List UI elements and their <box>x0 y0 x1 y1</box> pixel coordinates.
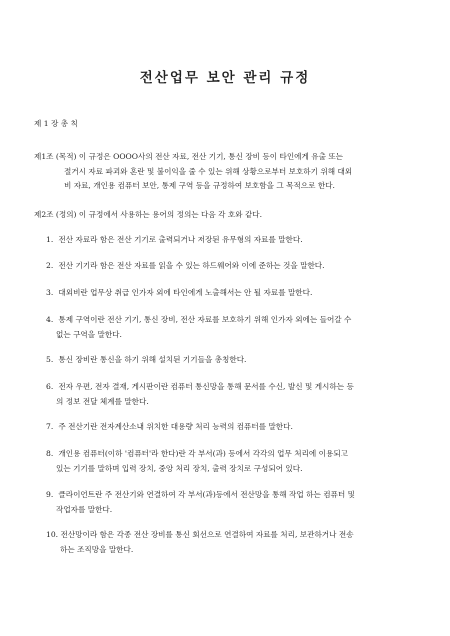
item-text: 개인용 컴퓨터(이하 '컴퓨터'라 한다)란 각 부서(과) 등에서 각각의 업무 처리에 이용되고 <box>58 449 348 458</box>
item-text: 전산 자료라 함은 전산 기기로 출력되거나 저장된 유무형의 자료를 말한다. <box>58 235 303 244</box>
article-2-line-1: 제2조 (정의) 이 규정에서 사용하는 용어의 정의는 다음 각 호와 같다. <box>34 210 263 219</box>
item-number: 3. <box>46 288 54 297</box>
article-1-line-2: 절거시 자료 파괴와 혼란 및 불이익을 줄 수 있는 위해 상황으로부터 보호하기 위해 대외 <box>64 166 353 176</box>
list-item <box>46 286 420 301</box>
list-item <box>46 233 420 248</box>
list-item <box>46 380 420 409</box>
item-number: 5. <box>46 355 54 364</box>
item-text-continued: 의 정보 전달 체계를 말한다. <box>56 396 149 406</box>
item-text: 통제 구역이란 전산 기기, 통신 장비, 전산 자료를 보호하기 위해 인가자 외에는 들어갈 수 <box>58 315 352 324</box>
list-item <box>46 353 420 368</box>
list-item <box>46 528 420 557</box>
item-text-continued: 하는 조직망을 말한다. <box>60 544 134 554</box>
document-title: 전산업무 보안 관리 규정 <box>139 70 311 86</box>
item-number: 10. <box>46 530 59 539</box>
item-text: 전자 우편, 전자 결재, 게시판이란 컴퓨터 통신망을 통해 문서를 수신, 발신 및 게시하는 등 <box>58 382 354 391</box>
article-1-line-3: 비 자료, 개인용 컴퓨터 보안, 통제 구역 등을 규정하여 보호함을 그 목적으로 한다. <box>64 181 335 190</box>
item-number: 2. <box>46 261 54 270</box>
item-number: 1. <box>46 235 54 244</box>
item-text: 주 전산기란 전자계산소내 위치한 대용량 처리 능력의 컴퓨터를 말한다. <box>58 422 293 431</box>
article-1 <box>34 150 422 194</box>
article-2 <box>34 208 422 223</box>
list-item <box>46 313 420 342</box>
item-text-continued: 없는 구역을 말한다. <box>56 329 122 339</box>
item-text-continued: 있는 기기를 말하며 입력 장치, 중앙 처리 장치, 출력 장치로 구성되어 있다. <box>56 463 303 473</box>
list-item <box>46 488 420 517</box>
item-text: 대외비란 업무상 취급 인가자 외에 타인에게 노출해서는 안 될 자료를 말한다. <box>58 288 313 297</box>
item-number: 7. <box>46 422 54 431</box>
chapter-heading: 제 1 장 총 칙 <box>34 119 78 128</box>
item-number: 6. <box>46 382 54 391</box>
item-text: 통신 장비란 통신을 하기 위해 설치된 기기들을 총칭한다. <box>58 355 247 364</box>
item-number: 4. <box>46 315 54 324</box>
item-text: 클라이언트란 주 전산기와 연결하여 각 부서(과)등에서 전산망을 통해 작업 하는 컴퓨터 및 <box>58 490 355 499</box>
list-item <box>46 447 420 476</box>
item-number: 9. <box>46 490 54 499</box>
item-text-continued: 작업자를 말한다. <box>56 504 113 514</box>
article-1-line-1: 제1조 (목적) 이 규정은 OOOO사의 전산 자료, 전산 기기, 통신 장비 등이 타인에게 유출 또는 <box>34 152 344 161</box>
item-number: 8. <box>46 449 54 458</box>
item-text: 전산망이라 함은 각종 전산 장비를 통신 회선으로 연결하여 자료를 처리, 보관하거나 전송 <box>60 530 354 539</box>
list-item <box>46 259 420 274</box>
list-item <box>46 420 420 435</box>
item-text: 전산 기기라 함은 전산 자료를 읽을 수 있는 하드웨어와 이에 준하는 것을 말한다. <box>58 261 325 270</box>
